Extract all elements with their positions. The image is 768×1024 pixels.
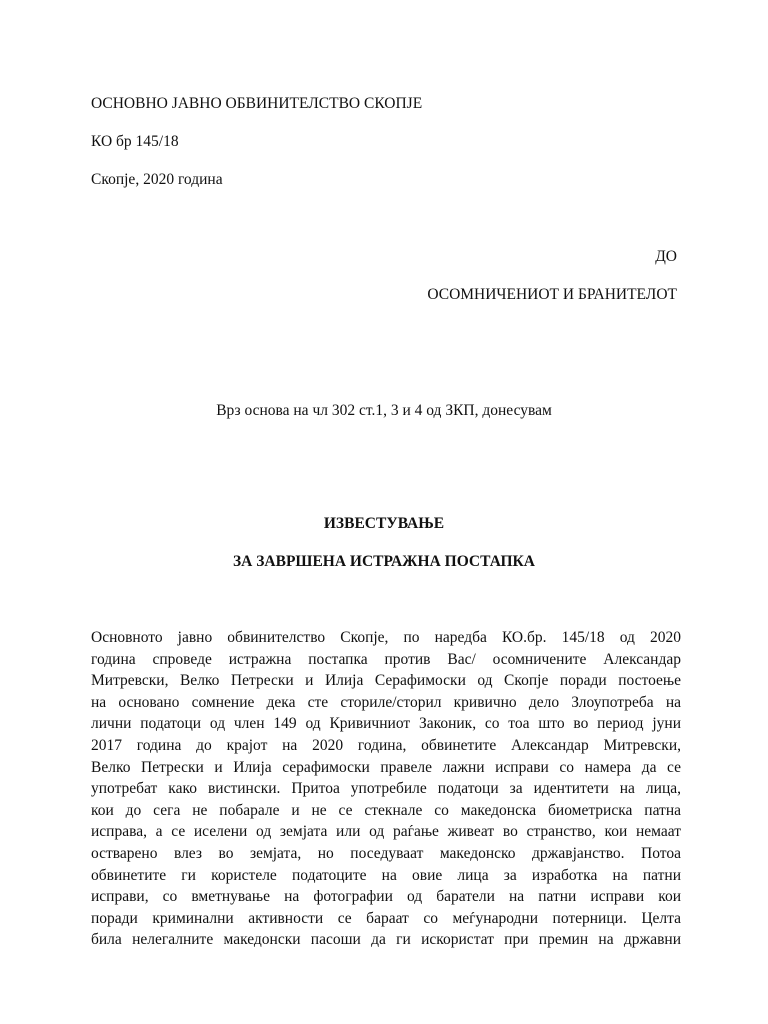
body-line: поради криминални активности се бараат со меѓународни потерници. Целта: [91, 909, 681, 927]
body-line: лични податоци од член 149 од Кривичниот Законик, со тоа што во период јуни: [91, 715, 681, 733]
body-line: исправи, со вметнување на фотографии од баратели на патни исправи кои: [91, 888, 681, 906]
body-line: 2017 година до крајот на 2020 година, обвинетите Александар Митревски,: [91, 736, 681, 754]
legal-basis: Врз основа на чл 302 ст.1, 3 и 4 од ЗКП, донесувам: [216, 402, 552, 419]
body-line: Митревски, Велко Петрески и Илија Серафимоски од Скопје поради постоење: [91, 672, 681, 690]
case-number: КО бр 145/18: [91, 133, 179, 150]
body-line: Велко Петрески и Илија серафимоски правеле лажни исправи со намера да се: [91, 758, 681, 776]
office-name: ОСНОВНО ЈАВНО ОБВИНИТЕЛСТВО СКОПЈЕ: [91, 95, 423, 112]
body-line: употребат како вистински. Притоа употребиле податоци за идентитети на лица,: [91, 780, 681, 798]
body-line: била нелегалните македонски пасоши да ги искористат при премин на државни: [91, 931, 681, 949]
body-line: година спроведе истражна постапка против Вас/ осомничените Александар: [91, 650, 681, 668]
body-line: обвинетите ги користеле податоците на овие лица за изработка на патни: [91, 866, 681, 884]
addressee-to: ДО: [655, 248, 677, 265]
document-subtitle: ЗА ЗАВРШЕНА ИСТРАЖНА ПОСТАПКА: [233, 553, 535, 570]
body-line: Основното јавно обвинителство Скопје, по наредба КО.бр. 145/18 од 2020: [91, 629, 681, 646]
body-line: на основано сомнение дека сте сториле/сторил кривично дело Злоупотреба на: [91, 693, 681, 711]
document-title: ИЗВЕСТУВАЊЕ: [323, 515, 445, 532]
body-line: кои до сега не побарале и не се стекнале со македонска биометриска патна: [91, 801, 681, 819]
body-paragraph: [91, 627, 681, 951]
body-line: исправа, а се иселени од земјата или од раѓање живеат во странство, кои немаат: [91, 823, 681, 841]
place-date: Скопје, 2020 година: [91, 171, 223, 188]
addressee-recipient: ОСОМНИЧЕНИОТ И БРАНИТЕЛОТ: [427, 286, 677, 303]
body-line: остварено влез во земјата, но поседуваат македонско државјанство. Потоа: [91, 844, 681, 862]
